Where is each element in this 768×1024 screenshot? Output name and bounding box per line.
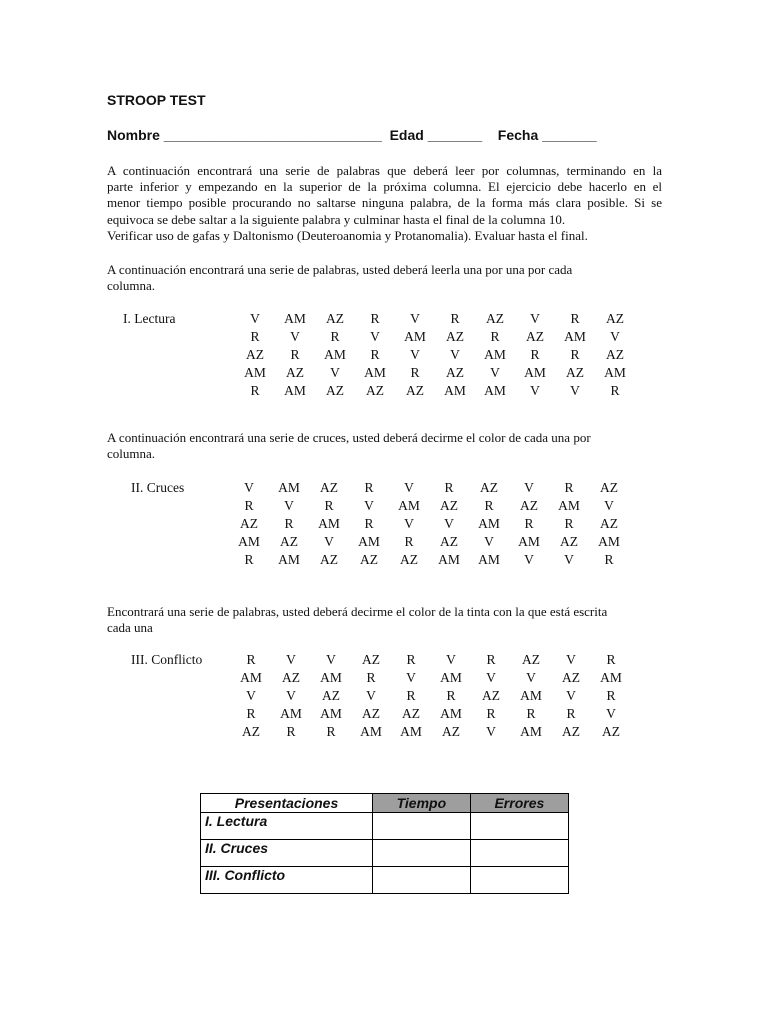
tiempo-cell[interactable]	[373, 813, 471, 840]
grid-cell: AM	[600, 670, 622, 685]
grid-cell: R	[486, 652, 496, 667]
conflicto-instruction	[107, 604, 662, 636]
instruction-line: columna.	[107, 446, 156, 462]
edad-field[interactable]: _______	[427, 127, 483, 143]
header-fields	[107, 127, 597, 143]
grid-cell: V	[524, 480, 534, 495]
intro-line: menor tiempo posible procurando no saltarse ninguna palabra, de la forma más clara posible. Si se	[107, 195, 662, 211]
grid-cell: AZ	[406, 383, 424, 398]
grid-cell: R	[570, 347, 580, 362]
grid-cell: AM	[404, 329, 426, 344]
summary-table	[200, 793, 569, 894]
tiempo-cell[interactable]	[373, 840, 471, 867]
errores-cell[interactable]	[470, 867, 568, 894]
grid-cell: AM	[444, 383, 466, 398]
grid-cell: AM	[320, 670, 342, 685]
intro-line: parte inferior y empezando en la superior de la próxima columna. El ejercicio debe hacerlo en el	[107, 179, 662, 195]
grid-cell: AZ	[362, 652, 380, 667]
grid-cell: V	[566, 652, 576, 667]
grid-cell: R	[364, 516, 374, 531]
grid-cell: AZ	[286, 365, 304, 380]
grid-cell: AM	[284, 311, 306, 326]
intro-line: Verificar uso de gafas y Daltonismo (Deuteroanomia y Protanomalia). Evaluar hasta el final.	[107, 227, 588, 243]
grid-cell: V	[530, 383, 540, 398]
grid-cell: AM	[598, 534, 620, 549]
grid-cell: R	[484, 498, 494, 513]
instruction-line: cada una	[107, 620, 153, 636]
grid-cell: V	[364, 498, 374, 513]
grid-cell: R	[250, 329, 260, 344]
grid-cell: AM	[278, 552, 300, 567]
grid-cell: AM	[284, 383, 306, 398]
grid-cell: AZ	[326, 383, 344, 398]
grid-cell: AZ	[446, 365, 464, 380]
grid-cell: AZ	[400, 552, 418, 567]
grid-cell: R	[250, 383, 260, 398]
grid-cell: R	[326, 724, 336, 739]
grid-cell: AM	[558, 498, 580, 513]
grid-cell: R	[530, 347, 540, 362]
grid-cell: AZ	[606, 311, 624, 326]
grid-cell: AM	[524, 365, 546, 380]
grid-cell: AM	[240, 670, 262, 685]
grid-cell: R	[566, 706, 576, 721]
grid-cell: R	[604, 552, 614, 567]
nombre-field[interactable]: ____________________________	[163, 127, 382, 143]
grid-cell: V	[486, 724, 496, 739]
grid-cell: V	[530, 311, 540, 326]
grid-cell: AM	[604, 365, 626, 380]
grid-cell: V	[404, 516, 414, 531]
grid-cell: AZ	[440, 498, 458, 513]
grid-cell: V	[326, 652, 336, 667]
instruction-line: A continuación encontrará una serie de palabras, usted deberá leerla una por una por cada	[107, 262, 573, 277]
grid-cell: R	[446, 688, 456, 703]
grid-cell: AM	[440, 706, 462, 721]
grid-cell: AZ	[446, 329, 464, 344]
grid-cell: AM	[520, 688, 542, 703]
intro-line: equivoca se debe saltar a la siguiente palabra y culminar hasta el final de la columna 10.	[107, 211, 566, 227]
row-label: I. Lectura	[201, 813, 373, 840]
grid-cell: R	[366, 670, 376, 685]
grid-cell: R	[246, 706, 256, 721]
lectura-instruction	[107, 262, 662, 294]
grid-cell: V	[564, 552, 574, 567]
grid-cell: AZ	[602, 724, 620, 739]
header-tiempo: Tiempo	[373, 794, 471, 813]
grid-cell: R	[324, 498, 334, 513]
grid-cell: AM	[320, 706, 342, 721]
grid-cell: AZ	[566, 365, 584, 380]
grid-cell: R	[564, 516, 574, 531]
grid-cell: V	[570, 383, 580, 398]
grid-cell: AZ	[562, 724, 580, 739]
grid-cell: AZ	[360, 552, 378, 567]
grid-cell: AZ	[606, 347, 624, 362]
grid-cell: AM	[438, 552, 460, 567]
header-errores: Errores	[470, 794, 568, 813]
grid-cell: V	[410, 347, 420, 362]
grid-cell: V	[284, 498, 294, 513]
grid-cell: R	[370, 347, 380, 362]
grid-cell: V	[286, 652, 296, 667]
tiempo-cell[interactable]	[373, 867, 471, 894]
fecha-label: Fecha	[497, 127, 539, 143]
grid-cell: V	[444, 516, 454, 531]
grid-cell: V	[370, 329, 380, 344]
cruces-instruction	[107, 430, 662, 462]
grid-cell: V	[250, 311, 260, 326]
grid-cell: AZ	[442, 724, 460, 739]
grid-cell: R	[524, 516, 534, 531]
grid-cell: AZ	[480, 480, 498, 495]
grid-cell: V	[526, 670, 536, 685]
grid-cell: V	[606, 706, 616, 721]
grid-cell: R	[286, 724, 296, 739]
grid-cell: R	[486, 706, 496, 721]
grid-cell: V	[410, 311, 420, 326]
row-label: III. Conflicto	[201, 867, 373, 894]
grid-cell: AZ	[522, 652, 540, 667]
grid-cell: V	[366, 688, 376, 703]
grid-cell: AM	[400, 724, 422, 739]
grid-cell: AM	[318, 516, 340, 531]
edad-label: Edad	[389, 127, 424, 143]
grid-cell: R	[444, 480, 454, 495]
grid-cell: AZ	[402, 706, 420, 721]
grid-cell: V	[450, 347, 460, 362]
grid-cell: V	[324, 534, 334, 549]
grid-cell: AZ	[562, 670, 580, 685]
grid-cell: AZ	[362, 706, 380, 721]
grid-cell: AZ	[282, 670, 300, 685]
intro-line: A continuación encontrará una serie de palabras que deberá leer por columnas, terminando en la	[107, 163, 662, 178]
grid-cell: R	[246, 652, 256, 667]
grid-cell: V	[244, 480, 254, 495]
grid-cell: AM	[478, 516, 500, 531]
grid-cell: AM	[244, 365, 266, 380]
grid-cell: AM	[478, 552, 500, 567]
nombre-label: Nombre	[107, 127, 160, 143]
grid-cell: R	[404, 534, 414, 549]
row-label: II. Cruces	[201, 840, 373, 867]
grid-cell: V	[404, 480, 414, 495]
grid-cell: R	[284, 516, 294, 531]
grid-cell: V	[246, 688, 256, 703]
grid-cell: V	[524, 552, 534, 567]
section-label-lectura: I. Lectura	[123, 311, 176, 326]
grid-cell: V	[286, 688, 296, 703]
instruction-line: columna.	[107, 278, 156, 294]
grid-cell: R	[406, 688, 416, 703]
summary-row-lectura	[201, 813, 569, 840]
grid-cell: AZ	[322, 688, 340, 703]
grid-cell: AZ	[482, 688, 500, 703]
grid-cell: AM	[484, 347, 506, 362]
grid-cell: V	[486, 670, 496, 685]
grid-cell: AM	[398, 498, 420, 513]
page-title: STROOP TEST	[107, 92, 206, 108]
grid-cell: AZ	[526, 329, 544, 344]
grid-cell: V	[604, 498, 614, 513]
grid-cell: R	[370, 311, 380, 326]
grid-cell: R	[364, 480, 374, 495]
grid-cell: AM	[564, 329, 586, 344]
grid-cell: AZ	[486, 311, 504, 326]
grid-cell: AM	[484, 383, 506, 398]
grid-cell: AM	[520, 724, 542, 739]
errores-cell[interactable]	[470, 813, 568, 840]
grid-cell: R	[610, 383, 620, 398]
grid-cell: AZ	[320, 480, 338, 495]
grid-cell: R	[406, 652, 416, 667]
grid-cell: AZ	[242, 724, 260, 739]
header-presentaciones: Presentaciones	[201, 794, 373, 813]
grid-cell: R	[244, 552, 254, 567]
grid-cell: AZ	[320, 552, 338, 567]
grid-cell: R	[410, 365, 420, 380]
grid-cell: R	[450, 311, 460, 326]
grid-cell: R	[564, 480, 574, 495]
section-label-conflicto: III. Conflicto	[131, 652, 203, 667]
grid-cell: AZ	[240, 516, 258, 531]
grid-cell: AM	[358, 534, 380, 549]
instruction-line: A continuación encontrará una serie de cruces, usted deberá decirme el color de cada una por	[107, 430, 591, 445]
grid-cell: AM	[360, 724, 382, 739]
grid-cell: R	[606, 652, 616, 667]
grid-cell: V	[490, 365, 500, 380]
summary-row-cruces	[201, 840, 569, 867]
grid-cell: AM	[518, 534, 540, 549]
grid-cell: R	[490, 329, 500, 344]
intro-paragraph	[107, 163, 662, 244]
grid-cell: R	[290, 347, 300, 362]
grid-cell: AM	[278, 480, 300, 495]
grid-cell: V	[484, 534, 494, 549]
errores-cell[interactable]	[470, 840, 568, 867]
grid-cell: R	[606, 688, 616, 703]
grid-cell: V	[566, 688, 576, 703]
grid-cell: AM	[238, 534, 260, 549]
grid-cell: R	[244, 498, 254, 513]
grid-cell: V	[446, 652, 456, 667]
grid-cell: V	[330, 365, 340, 380]
summary-header-row	[201, 794, 569, 813]
grid-cell: AM	[280, 706, 302, 721]
section-label-cruces: II. Cruces	[131, 480, 185, 495]
grid-cell: R	[526, 706, 536, 721]
grid-cell: R	[330, 329, 340, 344]
fecha-field[interactable]: _______	[542, 127, 597, 143]
grid-cell: AZ	[326, 311, 344, 326]
grid-cell: AM	[324, 347, 346, 362]
grid-cell: AZ	[440, 534, 458, 549]
grid-cell: AM	[440, 670, 462, 685]
grid-cell: AZ	[280, 534, 298, 549]
instruction-line: Encontrará una serie de palabras, usted deberá decirme el color de la tinta con la que está escrita	[107, 604, 608, 619]
grid-cell: AZ	[600, 480, 618, 495]
grid-cell: AM	[364, 365, 386, 380]
grid-cell: AZ	[600, 516, 618, 531]
grid-cell: V	[290, 329, 300, 344]
grid-cell: R	[570, 311, 580, 326]
grid-cell: AZ	[520, 498, 538, 513]
grid-cell: AZ	[366, 383, 384, 398]
grid-cell: AZ	[246, 347, 264, 362]
summary-row-conflicto	[201, 867, 569, 894]
grid-cell: V	[610, 329, 620, 344]
grid-cell: V	[406, 670, 416, 685]
grid-cell: AZ	[560, 534, 578, 549]
